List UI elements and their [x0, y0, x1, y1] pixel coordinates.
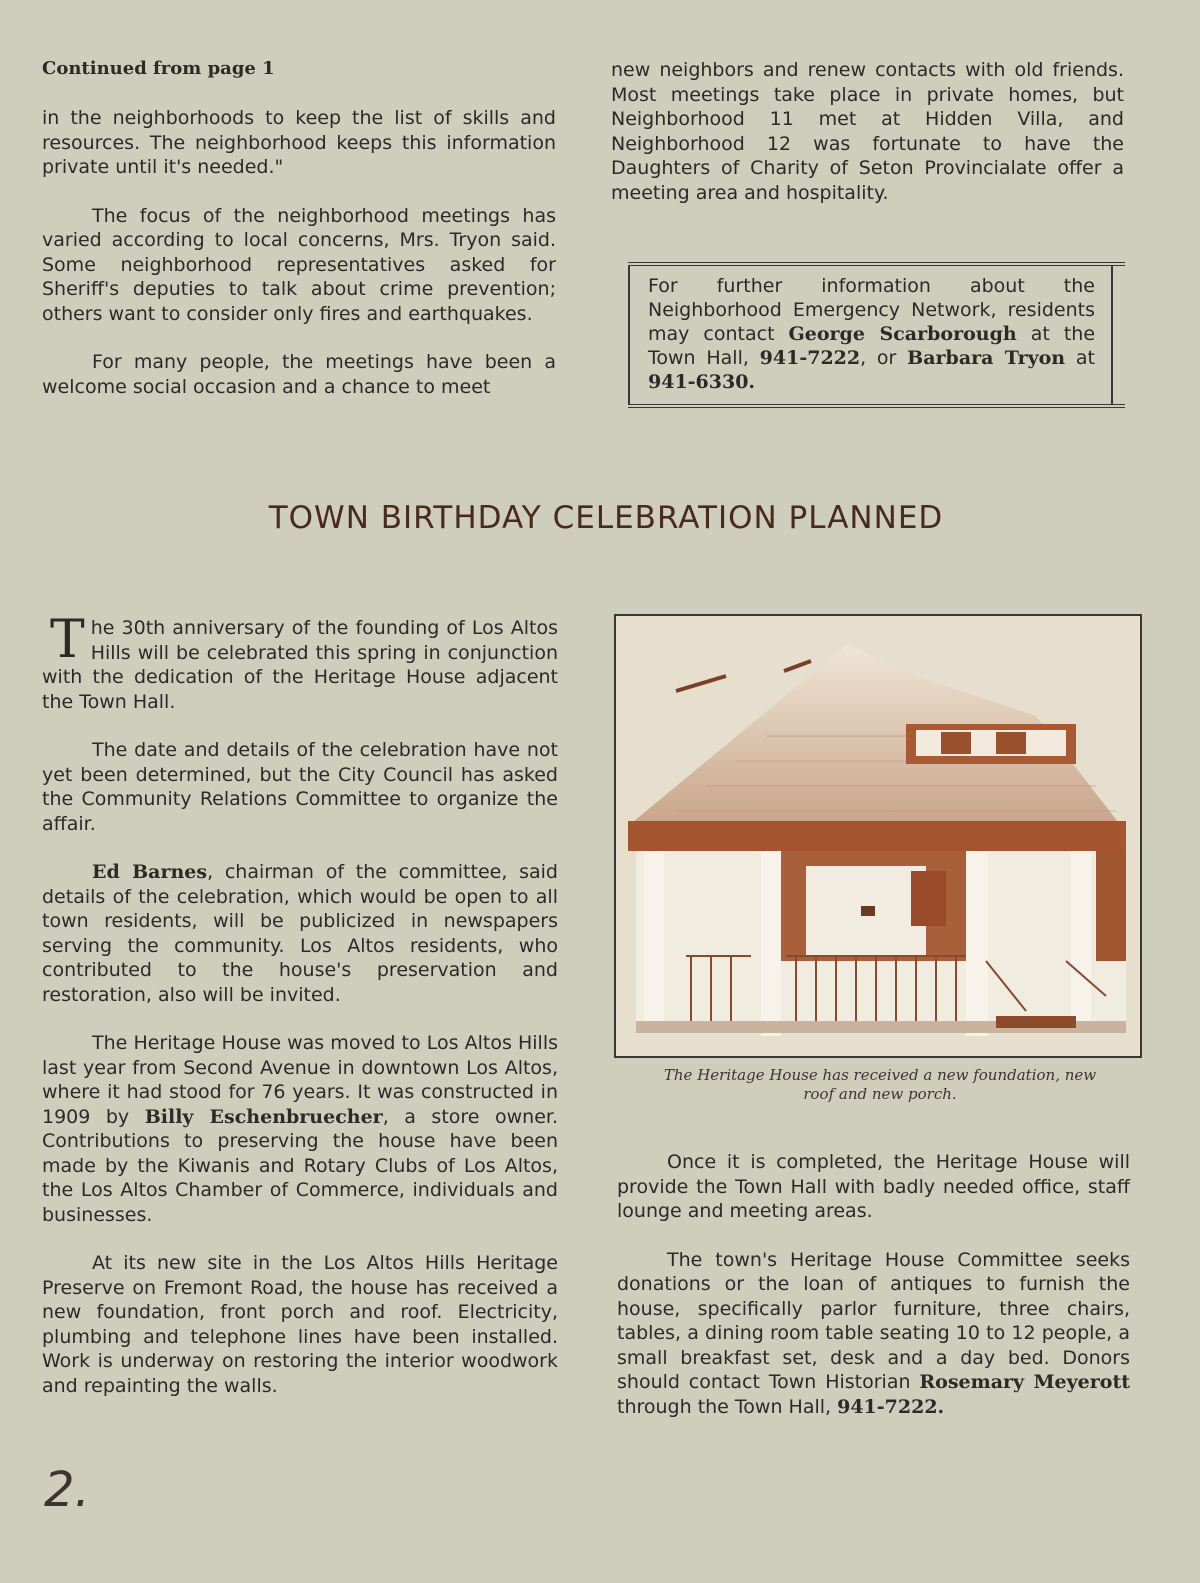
continued-paragraph-1: in the neighborhoods to keep the list of skills and resources. The neighborhood keeps this information private until it's needed.": [42, 107, 556, 178]
article-paragraph-7-text: The town's Heritage House Committee seeks donations or the loan of antiques to furnish the house, specifically parlor furniture, three chairs, tables, a dining room table seating 10 to 12 people, a small breakfast set, desk and a day bed. Donors should contact Town Historian: [617, 1248, 1130, 1393]
article-paragraph-4-text: The Heritage House was moved to Los Altos Hills last year from Second Avenue in downtown Los Altos, where it had stood for 76 years. It was constructed in 1909 by: [42, 1032, 558, 1128]
photo-caption: The Heritage House has received a new foundation, new roof and new porch.: [663, 1066, 1097, 1103]
continued-column-right: [611, 58, 1124, 229]
continued-heading: Continued from page 1: [42, 58, 275, 79]
name-billy-eschenbruecher: Billy Eschenbruecher: [144, 1105, 383, 1128]
drop-cap: T: [50, 610, 85, 670]
article-paragraph-5: At its new site in the Los Altos Hills Heritage Preserve on Fremont Road, the house has received a new foundation, front porch and roof. Electricity, plumbing and telephone lines have been installed. Work is underway on restoring the interior woodwork and repainting the walls.: [42, 1252, 558, 1397]
article-paragraph-4-text-end: , a store owner. Contributions to preserving the house have been made by the Kiwanis and Rotary Clubs of Los Altos, the Los Altos Chamber of Commerce, individuals and businesses.: [42, 1105, 558, 1226]
contact-phone-tryon: 941-6330.: [648, 371, 756, 393]
article-paragraph-7: [617, 1248, 1130, 1420]
article-headline: TOWN BIRTHDAY CELEBRATION PLANNED: [268, 500, 944, 536]
page-number: 2.: [44, 1462, 90, 1518]
heritage-house-illustration: [616, 616, 1140, 1056]
info-box: [628, 262, 1125, 408]
name-ed-barnes: Ed Barnes: [92, 861, 208, 883]
info-box-body: [628, 266, 1113, 404]
info-box-bottom-rule: [628, 404, 1125, 408]
info-text: For further information about the Neighborhood Emergency Network, residents may contact: [648, 275, 1095, 345]
continued-paragraph-4: new neighbors and renew contacts with old friends. Most meetings take place in private homes, but Neighborhood 11 met at Hidden Villa, and Neighborhood 12 was fortunate to have the Daughters of Charity of Seton Provincialate offer a meeting area and hospitality.: [611, 59, 1124, 204]
article-paragraph-3-text: , chairman of the committee, said details of the celebration, which would be open to all town residents, will be publicized in newspapers serving the community. Los Altos residents, who contributed to the house's preservation and restoration, also will be invited.: [42, 861, 558, 1006]
article-paragraph-2: The date and details of the celebration have not yet been determined, but the City Council has asked the Community Relations Committee to organize the affair.: [42, 739, 558, 835]
info-text: at the Town Hall,: [648, 323, 1096, 369]
continued-column-left: [42, 106, 556, 423]
article-paragraph-1: [42, 610, 558, 714]
article-paragraph-6: Once it is completed, the Heritage House will provide the Town Hall with badly needed office, staff lounge and meeting areas.: [617, 1151, 1130, 1222]
article-paragraph-7-text-mid: through the Town Hall,: [617, 1395, 838, 1418]
article-column-right: [617, 1150, 1130, 1443]
contact-phone-town-hall: 941-7222: [759, 347, 861, 369]
phone-town-hall: 941-7222.: [837, 1395, 945, 1418]
article-paragraph-1-text: he 30th anniversary of the founding of Los Altos Hills will be celebrated this spring in conjunction with the dedication of the Heritage House adjacent the Town Hall.: [42, 617, 558, 713]
contact-name-tryon: Barbara Tryon: [907, 347, 1066, 369]
info-text: at: [1065, 347, 1095, 369]
continued-paragraph-3: For many people, the meetings have been a welcome social occasion and a chance to meet: [42, 351, 556, 398]
heritage-house-photo: [614, 614, 1142, 1058]
article-paragraph-4: [42, 1031, 558, 1227]
info-text: , or: [860, 347, 908, 369]
article-paragraph-3: [42, 860, 558, 1007]
name-rosemary-meyerott: Rosemary Meyerott: [919, 1371, 1131, 1393]
article-column-left: [42, 610, 558, 1422]
continued-paragraph-2: The focus of the neighborhood meetings has varied according to local concerns, Mrs. Tryon said. Some neighborhood representatives asked for Sheriff's deputies to talk about crime prevention; others want to consider only fires and earthquakes.: [42, 204, 556, 325]
contact-name-scarborough: George Scarborough: [788, 323, 1017, 345]
